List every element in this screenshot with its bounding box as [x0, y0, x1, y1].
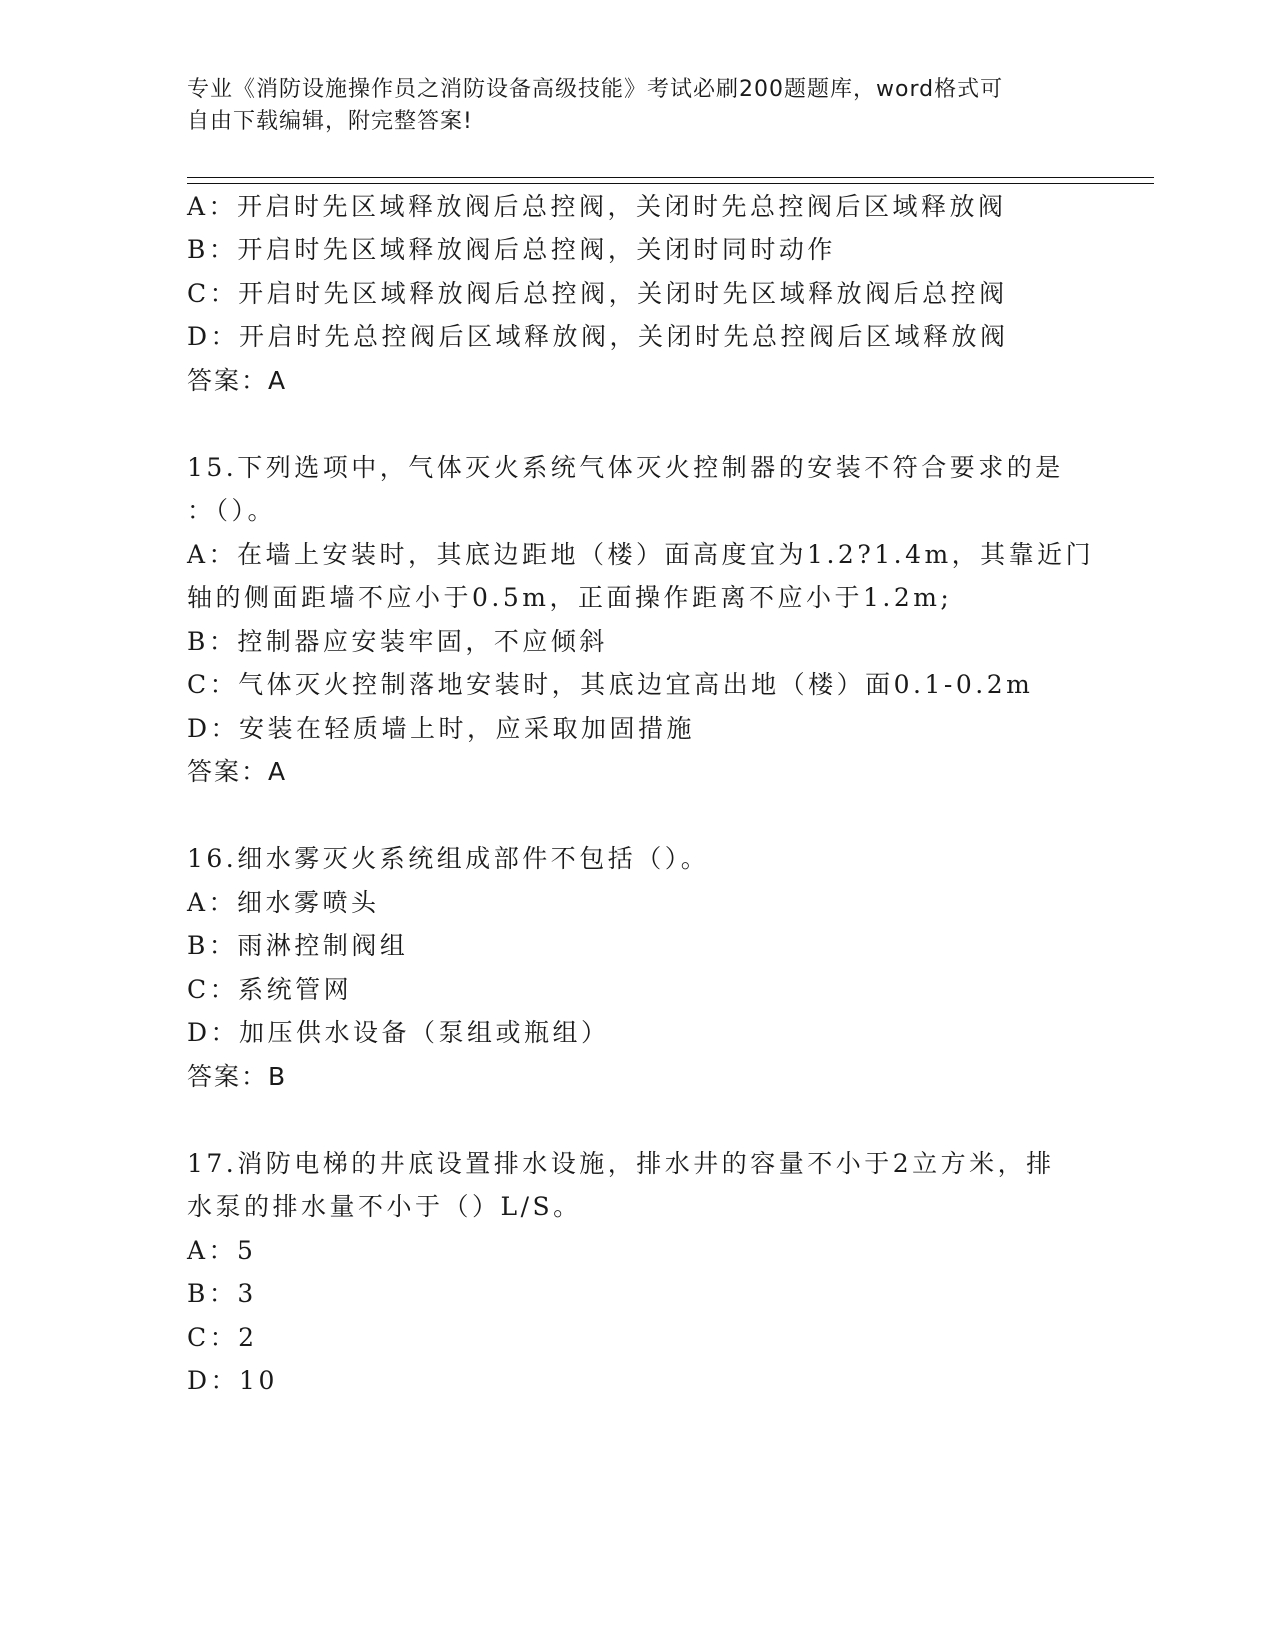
q15-option-a: A：在墙上安装时，其底边距地（楼）面高度宜为1.2?1.4m，其靠近门: [187, 540, 1095, 569]
q16-option-c: C：系统管网: [187, 975, 353, 1004]
q14-option-c: C：开启时先区域释放阀后总控阀，关闭时先区域释放阀后总控阀: [187, 279, 1008, 308]
q15-option-d: D：安装在轻质墙上时，应采取加固措施: [187, 714, 696, 743]
q15-question-line-2: ：（）。: [187, 496, 277, 525]
q14-answer: 答案：A: [187, 366, 288, 395]
header-line-1: 专业《消防设施操作员之消防设备高级技能》考试必刷200题题库，word格式可: [187, 77, 1004, 102]
q15-option-a-continued: 轴的侧面距墙不应小于0.5m，正面操作距离不应小于1.2m;: [187, 583, 953, 612]
q15-option-c: C：气体灭火控制落地安装时，其底边宜高出地（楼）面0.1-0.2m: [187, 670, 1034, 699]
q16-answer: 答案：B: [187, 1062, 288, 1091]
q17-option-a: A：5: [187, 1236, 257, 1265]
header-line-2: 自由下载编辑，附完整答案!: [187, 109, 473, 134]
q15-question-line-1: 15.下列选项中，气体灭火系统气体灭火控制器的安装不符合要求的是: [187, 453, 1064, 482]
q14-option-d: D：开启时先总控阀后区域释放阀，关闭时先总控阀后区域释放阀: [187, 322, 1009, 351]
document-header: [187, 74, 1067, 138]
q14-option-a: A：开启时先区域释放阀后总控阀，关闭时先总控阀后区域释放阀: [187, 192, 1007, 221]
q16-option-d: D：加压供水设备（泵组或瓶组）: [187, 1018, 610, 1047]
header-divider-top: [187, 177, 1154, 178]
header-divider-bottom: [187, 183, 1154, 184]
q16-option-a: A：细水雾喷头: [187, 888, 380, 917]
q17-option-b: B：3: [187, 1279, 257, 1308]
q14-option-b: B：开启时先区域释放阀后总控阀，关闭时同时动作: [187, 235, 836, 264]
q17-question-line-2: 水泵的排水量不小于（）L/S。: [187, 1192, 582, 1221]
q16-question: 16.细水雾灭火系统组成部件不包括（）。: [187, 844, 710, 873]
q15-option-b: B：控制器应安装牢固，不应倾斜: [187, 627, 608, 656]
q17-option-c: C：2: [187, 1323, 258, 1352]
q17-option-d: D：10: [187, 1366, 278, 1395]
q16-option-b: B：雨淋控制阀组: [187, 931, 409, 960]
q17-question-line-1: 17.消防电梯的井底设置排水设施，排水井的容量不小于2立方米，排: [187, 1149, 1055, 1178]
q15-answer: 答案：A: [187, 757, 288, 786]
